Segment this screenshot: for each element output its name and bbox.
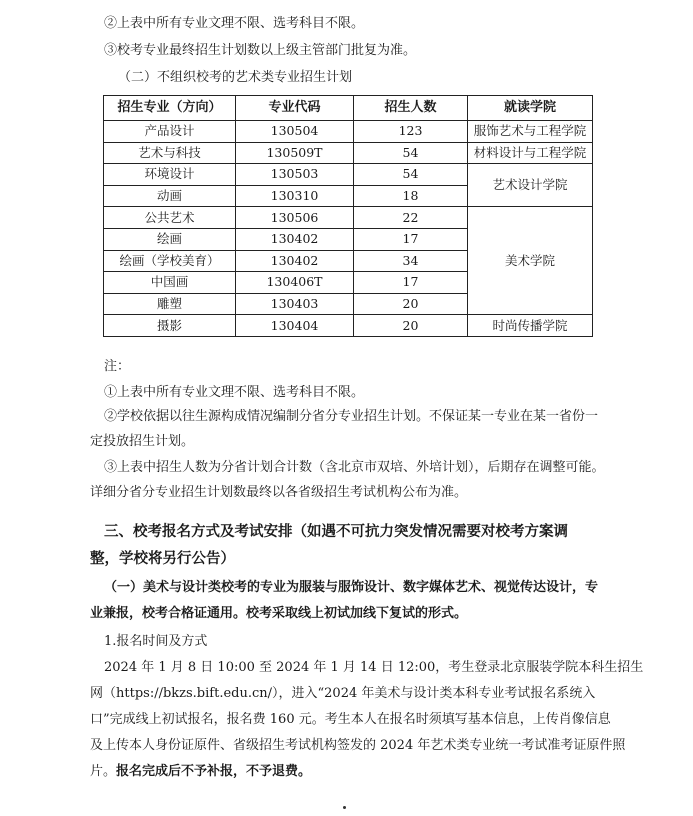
cell-college: 艺术设计学院 [468, 164, 593, 207]
cell-count: 20 [354, 293, 468, 315]
cell-code: 130509T [236, 142, 354, 164]
cell-major: 中国画 [104, 272, 236, 294]
table-row [104, 207, 593, 229]
cell-college: 服饰艺术与工程学院 [468, 121, 593, 143]
item-1-line-5-text: 片。 [90, 764, 117, 779]
item-1-title: 1.报名时间及方式 [104, 634, 208, 649]
cell-count: 22 [354, 207, 468, 229]
subsection-1-line-2: 业兼报，校考合格证通用。校考采取线上初试加线下复试的形式。 [90, 606, 468, 621]
table-row [104, 164, 593, 186]
cell-college: 材料设计与工程学院 [468, 142, 593, 164]
cell-code: 130402 [236, 228, 354, 250]
cell-count: 54 [354, 164, 468, 186]
table-header-row [104, 96, 593, 121]
table-row [104, 142, 593, 164]
cell-major: 环境设计 [104, 164, 236, 186]
cell-count: 17 [354, 272, 468, 294]
cell-major: 艺术与科技 [104, 142, 236, 164]
cell-count: 17 [354, 228, 468, 250]
cell-college: 美术学院 [468, 207, 593, 315]
header-code: 专业代码 [236, 96, 354, 121]
note-2-line-1: ②学校依据以往生源构成情况编制分省分专业招生计划。不保证某一专业在某一省份一 [104, 409, 599, 424]
page-mark [343, 806, 346, 809]
section-3-title-line-2: 整，学校将另行公告） [90, 550, 235, 567]
section-3-title-line-1: 三、校考报名方式及考试安排（如遇不可抗力突发情况需要对校考方案调 [104, 523, 568, 540]
cell-major: 公共艺术 [104, 207, 236, 229]
cell-code: 130504 [236, 121, 354, 143]
item-1-line-4: 及上传本人身份证原件、省级招生考试机构签发的 2024 年艺术类专业统一考试准考证原件照 [90, 738, 626, 753]
top-note-3: ③校考专业最终招生计划数以上级主管部门批复为准。 [104, 43, 417, 58]
item-1-line-3: 口”完成线上初试报名，报名费 160 元。考生本人在报名时须填写基本信息，上传肖像信息 [90, 712, 611, 727]
enrollment-table [103, 95, 593, 337]
subsection-1-line-1: （一）美术与设计类校考的专业为服装与服饰设计、数字媒体艺术、视觉传达设计，专 [104, 580, 599, 595]
cell-count: 54 [354, 142, 468, 164]
cell-code: 130406T [236, 272, 354, 294]
cell-count: 123 [354, 121, 468, 143]
table-row [104, 121, 593, 143]
cell-major: 动画 [104, 185, 236, 207]
cell-count: 18 [354, 185, 468, 207]
cell-code: 130506 [236, 207, 354, 229]
cell-code: 130310 [236, 185, 354, 207]
table-row [104, 315, 593, 337]
item-1-line-5 [90, 762, 311, 782]
cell-college: 时尚传播学院 [468, 315, 593, 337]
cell-code: 130503 [236, 164, 354, 186]
note-2-line-2: 定投放招生计划。 [90, 434, 195, 449]
item-1-line-1: 2024 年 1 月 8 日 10:00 至 2024 年 1 月 14 日 12:00，考生登录北京服装学院本科生招生 [104, 660, 644, 675]
note-3-line-1: ③上表中招生人数为分省计划合计数（含北京市双培、外培计划），后期存在调整可能。 [104, 460, 605, 475]
top-note-2: ②上表中所有专业文理不限、选考科目不限。 [104, 16, 365, 31]
note-1: ①上表中所有专业文理不限、选考科目不限。 [104, 385, 365, 400]
header-count: 招生人数 [354, 96, 468, 121]
cell-code: 130402 [236, 250, 354, 272]
cell-count: 20 [354, 315, 468, 337]
item-1-line-2: 网（https://bkzs.bift.edu.cn/），进入“2024 年美术与设计类本科专业考试报名系统入 [90, 686, 596, 701]
section-2-title: （二）不组织校考的艺术类专业招生计划 [118, 70, 353, 85]
cell-count: 34 [354, 250, 468, 272]
cell-major: 产品设计 [104, 121, 236, 143]
cell-major: 绘画 [104, 228, 236, 250]
cell-code: 130403 [236, 293, 354, 315]
cell-major: 摄影 [104, 315, 236, 337]
header-major: 招生专业（方向） [104, 96, 236, 121]
header-college: 就读学院 [468, 96, 593, 121]
item-1-line-5-bold: 报名完成后不予补报，不予退费。 [116, 764, 312, 779]
note-3-line-2: 详细分省分专业招生计划数最终以各省级招生考试机构公布为准。 [90, 485, 468, 500]
cell-code: 130404 [236, 315, 354, 337]
cell-major: 绘画（学校美育） [104, 250, 236, 272]
cell-major: 雕塑 [104, 293, 236, 315]
notes-label: 注： [104, 359, 131, 374]
